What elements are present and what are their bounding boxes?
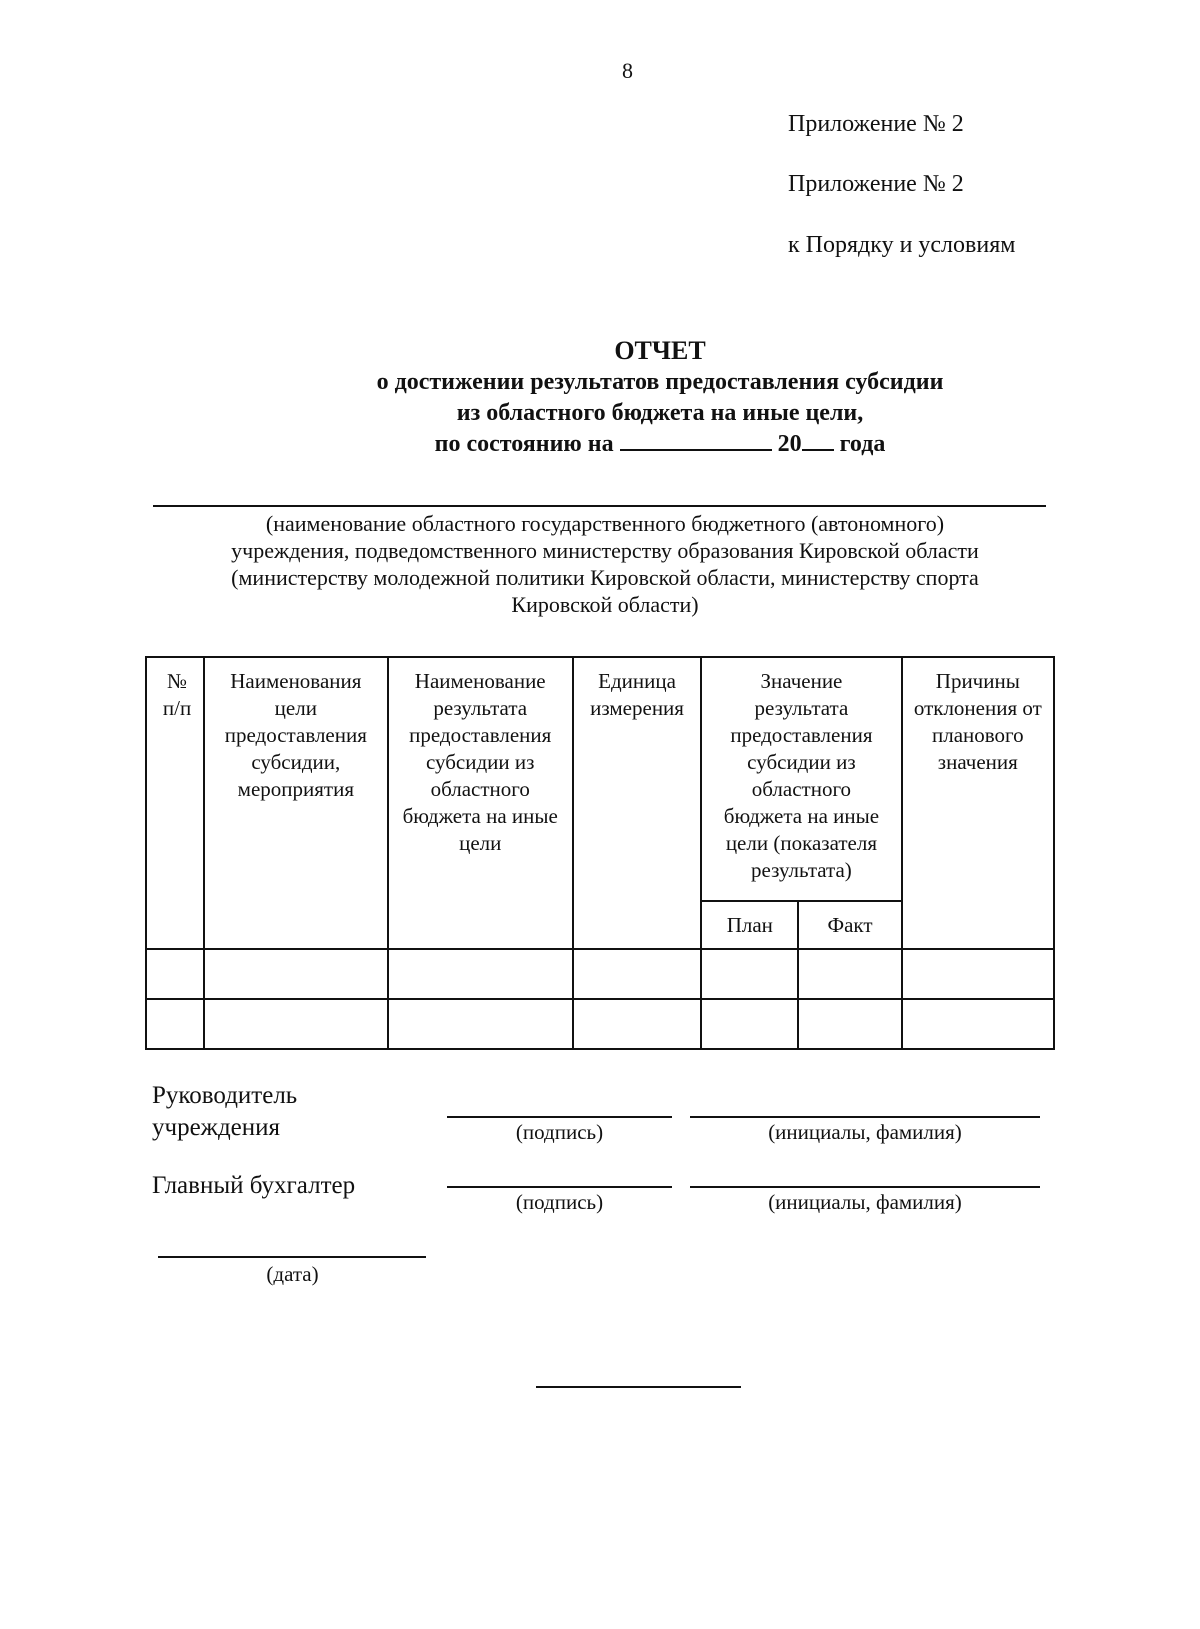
year-label: года xyxy=(839,431,886,457)
as-of-label: по состоянию на xyxy=(434,431,614,457)
accountant-name-caption: (инициалы, фамилия) xyxy=(768,1190,962,1214)
table-cell xyxy=(146,949,204,999)
header-reasons: Причины отклонения от планового значения xyxy=(902,657,1054,949)
table-cell xyxy=(798,949,901,999)
header-result: Наименование результата предоставления субсидии из областного бюджета на иные цели xyxy=(388,657,573,949)
report-title-line-3 xyxy=(0,429,1200,460)
footer-separator xyxy=(536,1386,741,1388)
report-table xyxy=(145,656,1055,1050)
header-unit: Единица измерения xyxy=(573,657,701,949)
report-title-line-2: из областного бюджета на иные цели, xyxy=(456,400,864,426)
year-prefix: 20 xyxy=(777,431,802,457)
table-cell xyxy=(204,999,387,1049)
header-goal: Наименования цели предоставления субсидии, мероприятия xyxy=(204,657,387,949)
table-cell xyxy=(902,949,1054,999)
head-signature-caption: (подпись) xyxy=(515,1120,604,1144)
table-cell xyxy=(204,949,387,999)
organization-caption xyxy=(170,510,1040,618)
organization-caption-line-4: Кировской области) xyxy=(511,592,699,617)
table-row xyxy=(146,999,1054,1049)
organization-caption-line-1: (наименование областного государственного бюджетного (автономного) xyxy=(265,511,945,536)
table-cell xyxy=(573,999,701,1049)
table-cell xyxy=(902,999,1054,1049)
table-row xyxy=(146,949,1054,999)
head-name-line xyxy=(690,1116,1040,1118)
head-label-line-1: Руководитель xyxy=(152,1082,298,1109)
accountant-signature-line xyxy=(447,1186,672,1188)
header-plan: План xyxy=(701,901,798,949)
appendix-line-2: Приложение № 2 xyxy=(788,171,964,197)
organization-name-line xyxy=(153,505,1046,507)
table-cell xyxy=(701,999,798,1049)
accountant-name-line xyxy=(690,1186,1040,1188)
table-cell xyxy=(388,949,573,999)
table-cell xyxy=(388,999,573,1049)
table-cell xyxy=(701,949,798,999)
table-cell xyxy=(146,999,204,1049)
organization-caption-line-3: (министерству молодежной политики Кировской области, министерству спорта xyxy=(231,565,979,590)
date-caption: (дата) xyxy=(266,1262,319,1286)
report-heading: ОТЧЕТ xyxy=(614,336,706,365)
accountant-label: Главный бухгалтер xyxy=(152,1172,356,1199)
table-cell xyxy=(798,999,901,1049)
head-name-caption: (инициалы, фамилия) xyxy=(768,1120,962,1144)
appendix-line-3: к Порядку и условиям xyxy=(788,232,1016,258)
head-signature-line xyxy=(447,1116,672,1118)
page-number: 8 xyxy=(622,58,633,83)
header-fact: Факт xyxy=(798,901,901,949)
header-value: Значение результата предоставления субсидии из областного бюджета на иные цели (показателя результата) xyxy=(701,657,901,901)
header-number: № п/п xyxy=(146,657,204,949)
date-line xyxy=(158,1256,426,1258)
table-cell xyxy=(573,949,701,999)
date-blank xyxy=(620,429,772,451)
head-label-line-2: учреждения xyxy=(152,1114,281,1141)
appendix-line-1: Приложение № 2 xyxy=(788,111,964,137)
year-blank xyxy=(802,429,834,451)
report-title xyxy=(0,335,1200,460)
organization-caption-line-2: учреждения, подведомственного министерству образования Кировской области xyxy=(231,538,979,563)
accountant-signature-caption: (подпись) xyxy=(515,1190,604,1214)
report-title-line-1: о достижении результатов предоставления субсидии xyxy=(376,369,944,395)
